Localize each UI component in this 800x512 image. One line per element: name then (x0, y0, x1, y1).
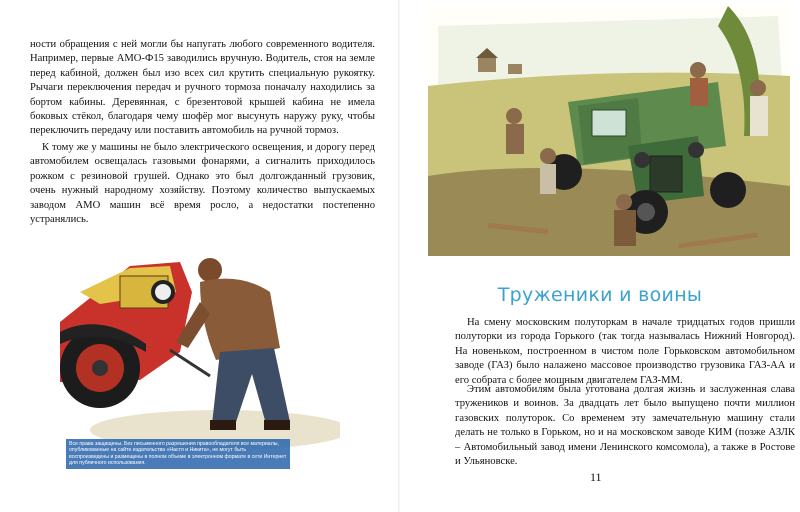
paragraph-gaz-history: На смену московским полуторкам в начале тридцатых годов пришли полуторки из города Горького (так тогда называлась Нижний Новгород). На новеньком, построенном в чистом поле Горьковском автомобильном заводе (ГАЗ) было налажено массовое производство грузовика ГАЗ-АА и его собрата с более мощным двигателем ГАЗ-ММ. (455, 317, 795, 386)
section-heading: Труженики и воины (497, 284, 703, 306)
illustration-gaz-truck (428, 6, 790, 256)
right-page (400, 0, 800, 512)
paragraph-lighting: К тому же у машины не было электрического освещения, и дорогу перед автомобилем освещалась газовыми фонарями, а сигналить приходилось рожком с резиновой грушей. Однако это был долгожданный грузовик, очень нужный народному хозяйству. Поэтому количество выпускаемых заводом АМО машин всё время росло, а недостатки постепенно устранялись. (30, 142, 375, 226)
paragraph-amo-operation: ности обращения с ней могли бы напугать любого современного водителя. Например, первые АМО-Ф15 заводились вручную. Водитель, стоя на земле перед кабиной, должен был изо всех сил крутить специальную рукоятку. Рычаги переключения передач и ручного тормоза поначалу находились за бортом кабины. Деревянная, с брезентовой крышей кабина не имела боковых стёкол, благодаря чему шофёр мог высунуть наружу руку, чтобы переключить передачу или поставить автомобиль на ручной тормоз. (30, 39, 375, 137)
copyright-notice: Все права защищены. Без письменного разрешения правообладателя все материалы, опубликованные на сайте издательства «Настя и Никита», не могут быть воспроизведены и размещены в полном объеме в электронном формате в сети Интернет для публичного использования. (66, 439, 290, 469)
paragraph-workers-warriors: Этим автомобилям была уготована долгая жизнь и заслуженная слава тружеников и воинов. За двадцать лет было выпущено почти миллион газовских полуторок. Со временем эту замечательную машину стали делать не только в Горьком, но и на московском заводе КИМ (позже АЗЛК – Автомобильный завод имени Ленинского комсомола), а также в Ростове и Ульяновске. (455, 384, 795, 468)
illustration-cranking-truck (60, 252, 340, 462)
page-number: 11 (590, 470, 602, 484)
